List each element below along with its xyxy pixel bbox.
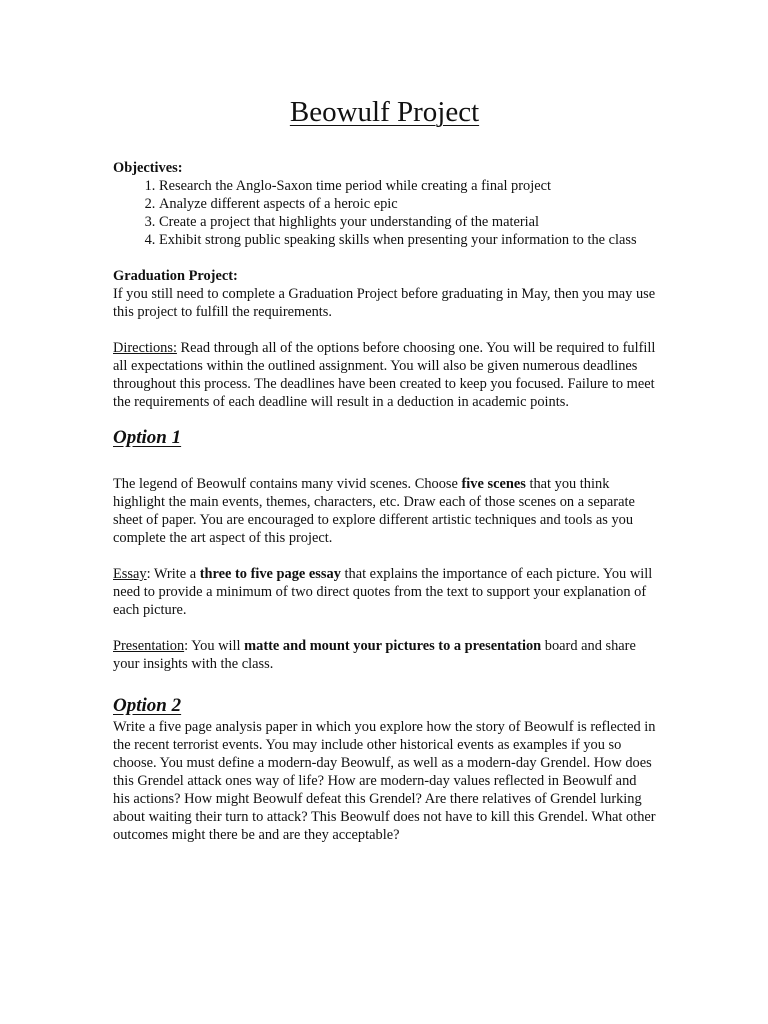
- directions-section: [113, 339, 656, 411]
- list-item: 2. Analyze different aspects of a heroic epic: [159, 195, 656, 213]
- presentation-bold: matte and mount your pictures to a presentation: [244, 638, 542, 654]
- option-1-presentation: [113, 637, 656, 673]
- list-item: 1. Research the Anglo-Saxon time period while creating a final project: [159, 177, 656, 195]
- option-1-intro-after: that you think highlight the main events, themes, characters, etc. Draw each of those scenes on a separate sheet of paper. You are encouraged to explore different artistic techniques and tools as you complete the art aspect of this project.: [113, 476, 635, 546]
- essay-bold: three to five page essay: [199, 566, 341, 582]
- option-2-heading: Option 2: [113, 695, 182, 716]
- page-title: Beowulf Project: [289, 96, 480, 128]
- option-1-intro-paragraph: [113, 475, 656, 547]
- graduation-text: If you still need to complete a Graduation Project before graduating in May, then you may use this project to fulfill the requirements.: [113, 286, 656, 320]
- option-1-presentation-paragraph: [113, 637, 656, 673]
- directions-text: Read through all of the options before choosing one. You will be required to fulfill all expectations within the outlined assignment. You will also be given numerous deadlines throughout this process. The deadlines have been created to keep you focused. Failure to meet the requirements of each deadline will result in a deduction in academic points.: [113, 340, 656, 410]
- option-1-heading: Option 1: [113, 427, 182, 448]
- option-1-essay-paragraph: [113, 565, 656, 619]
- directions-paragraph: [113, 339, 656, 411]
- option-2-text: Write a five page analysis paper in which you explore how the story of Beowulf is reflected in the recent terrorist events. You may include other historical events as examples if you so choose. You must define a modern-day Beowulf, as well as a modern-day Grendel. How does this Grendel attack ones way of life? How are modern-day values reflected in Beowulf and his actions? How might Beowulf defeat this Grendel? Are there relatives of Grendel lurking about waiting their turn to attack? This Beowulf does not have to kill this Grendel. What other outcomes might there be and are they acceptable?: [113, 719, 656, 843]
- graduation-section: [113, 267, 656, 321]
- presentation-label: Presentation: [113, 638, 185, 654]
- essay-after: that explains the importance of each picture. You will need to provide a minimum of two direct quotes from the text to support your explanation of each picture.: [113, 566, 653, 618]
- option-2-section: [113, 718, 656, 844]
- list-item: 3. Create a project that highlights your understanding of the material: [159, 213, 656, 231]
- option-1-intro: [113, 475, 656, 547]
- option-1-essay: [113, 565, 656, 619]
- essay-before: : Write a: [146, 566, 200, 582]
- list-item: 4. Exhibit strong public speaking skills when presenting your information to the class: [159, 231, 656, 249]
- presentation-after: board and share your insights with the class.: [113, 638, 636, 672]
- objectives-heading: Objectives:: [113, 160, 183, 176]
- presentation-before: : You will: [184, 638, 245, 654]
- directions-label: Directions:: [113, 340, 177, 356]
- graduation-heading: Graduation Project:: [113, 268, 238, 284]
- objectives-section: [113, 159, 656, 249]
- essay-label: Essay: [113, 566, 147, 582]
- objectives-list: [113, 177, 656, 249]
- option-1-intro-before: The legend of Beowulf contains many vivid scenes. Choose: [113, 476, 462, 492]
- option-1-intro-bold: five scenes: [461, 476, 526, 492]
